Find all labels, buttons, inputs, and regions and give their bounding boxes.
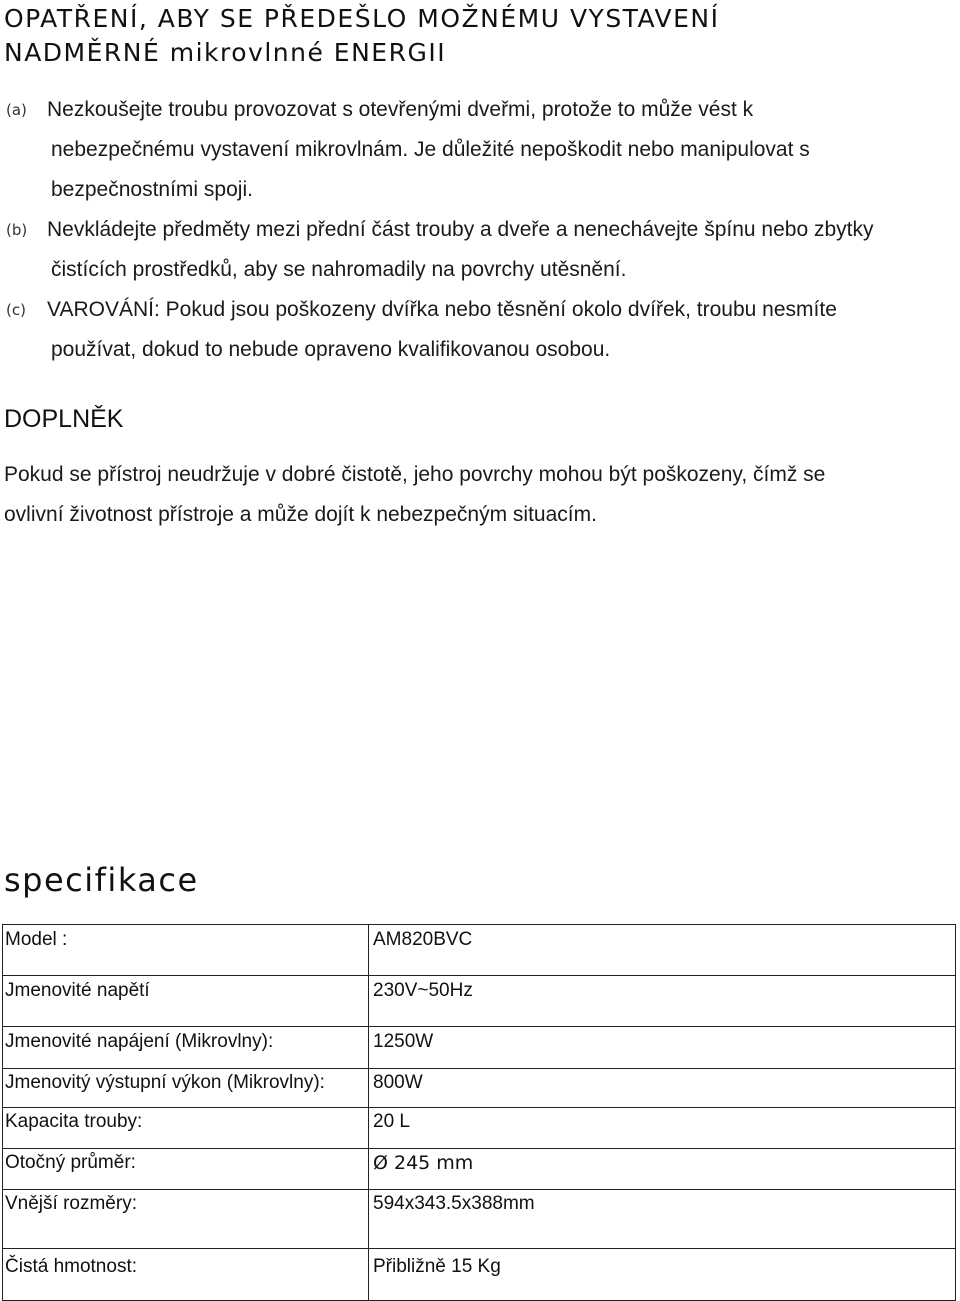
warning-text-line: bezpečnostními spoji. [51,178,253,201]
spec-label: Vnější rozměry: [3,1190,369,1249]
table-row [3,1027,956,1069]
table-row [3,1108,956,1149]
spec-label: Kapacita trouby: [3,1108,369,1149]
list-marker: (b) [6,221,28,239]
appendix-line: Pokud se přístroj neudržuje v dobré čistotě, jeho povrchy mohou být poškozeny, čímž se [4,463,826,486]
warning-item-c [0,290,960,370]
table-row [3,1149,956,1190]
spec-label: Model : [3,925,369,976]
table-row [3,1069,956,1108]
warning-text-line: Nezkoušejte troubu provozovat s otevřenými dveřmi, protože to může vést k [47,98,754,121]
warning-text-line: používat, dokud to nebude opraveno kvalifikovanou osobou. [51,338,611,361]
spec-table [2,924,956,1301]
table-row [3,1249,956,1301]
spec-value: 1250W [369,1027,956,1069]
table-row [3,1190,956,1249]
spec-label: Jmenovité napájení (Mikrovlny): [3,1027,369,1069]
spec-heading: specifikace [4,861,199,899]
warning-item-b [0,210,960,290]
list-marker: (c) [6,301,26,319]
spec-value: Ø 245 mm [369,1149,956,1190]
spec-value: 20 L [369,1108,956,1149]
spec-label: Otočný průměr: [3,1149,369,1190]
spec-value: AM820BVC [369,925,956,976]
warning-text-line: nebezpečnému vystavení mikrovlnám. Je důležité nepoškodit nebo manipulovat s [51,138,810,161]
warning-text-line: Nevkládejte předměty mezi přední část trouby a dveře a nenechávejte špínu nebo zbytky [47,218,874,241]
appendix-heading: DOPLNĚK [4,405,124,433]
warning-text-line: čistících prostředků, aby se nahromadily na povrchy utěsnění. [51,258,627,281]
title-line-2: NADMĚRNÉ mikrovlnné ENERGII [4,38,447,67]
spec-value: 800W [369,1069,956,1108]
page-title [4,2,954,70]
spec-label: Čistá hmotnost: [3,1249,369,1301]
spec-value: 230V~50Hz [369,976,956,1027]
spec-value: 594x343.5x388mm [369,1190,956,1249]
appendix-line: ovlivní životnost přístroje a může dojít k nebezpečným situacím. [4,503,597,526]
spec-label: Jmenovité napětí [3,976,369,1027]
spec-value: Přibližně 15 Kg [369,1249,956,1301]
table-row [3,976,956,1027]
list-marker: (a) [6,101,27,119]
appendix-paragraph [4,455,956,535]
table-row [3,925,956,976]
spec-label: Jmenovitý výstupní výkon (Mikrovlny): [3,1069,369,1108]
warning-item-a [0,90,960,210]
warning-text-line: VAROVÁNÍ: Pokud jsou poškozeny dvířka nebo těsnění okolo dvířek, troubu nesmíte [47,298,837,321]
warnings-list [0,90,960,370]
title-line-1: OPATŘENÍ, ABY SE PŘEDEŠLO MOŽNÉMU VYSTAVENÍ [4,4,720,33]
